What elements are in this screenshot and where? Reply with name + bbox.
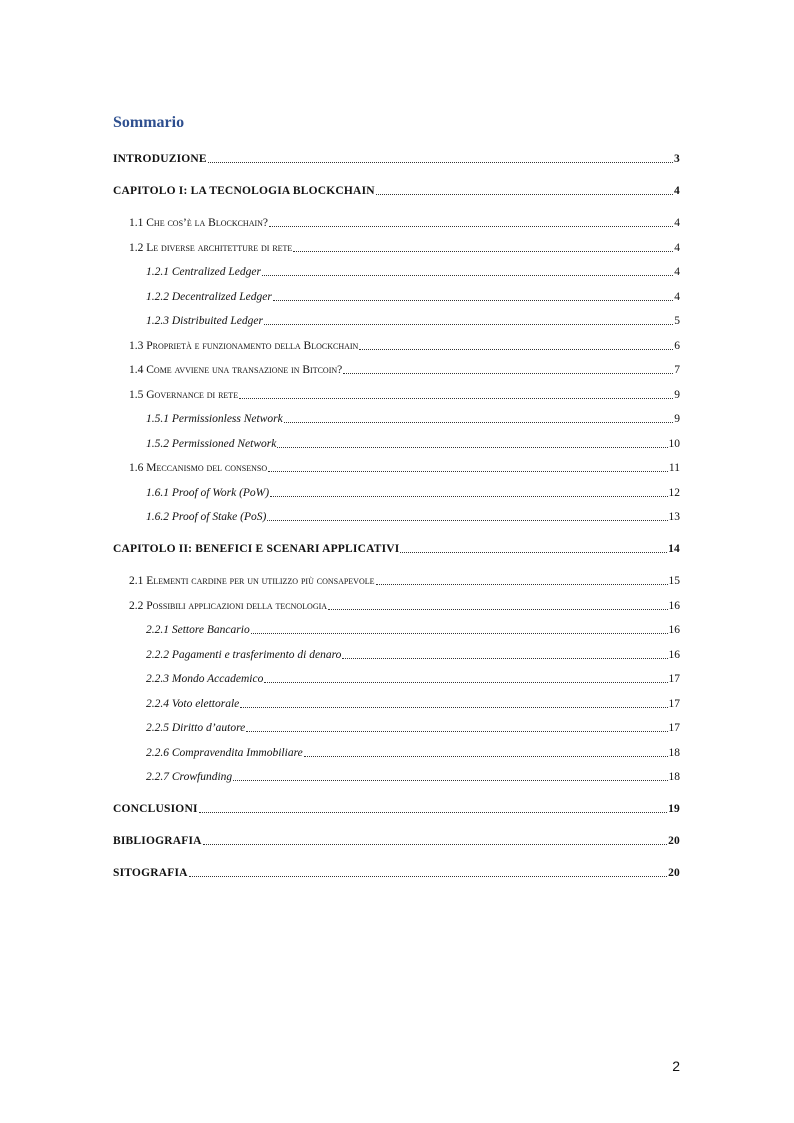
toc-dot-leader bbox=[270, 496, 667, 497]
toc-entry-title: 1.5.2 Permissioned Network bbox=[146, 438, 277, 450]
toc-entry[interactable] bbox=[129, 574, 680, 588]
toc-dot-leader bbox=[233, 780, 667, 781]
toc-entry[interactable] bbox=[129, 599, 680, 613]
toc-entry-title: 2.2.6 Compravendita Immobiliare bbox=[146, 747, 303, 759]
toc-dot-leader bbox=[328, 609, 667, 610]
toc-entry-title: CAPITOLO II: BENEFICI E SCENARI APPLICATIVI bbox=[113, 543, 400, 555]
toc-entry-page: 9 bbox=[674, 413, 680, 425]
toc-entry[interactable] bbox=[146, 510, 680, 524]
toc-entry[interactable] bbox=[146, 290, 680, 304]
toc-entry-title: 1.2.3 Distribuited Ledger bbox=[146, 315, 263, 327]
toc-dot-leader bbox=[269, 226, 673, 227]
toc-entry[interactable] bbox=[146, 672, 680, 686]
toc-entry-title: 1.6 Meccanismo del consenso bbox=[129, 462, 268, 474]
toc-dot-leader bbox=[264, 682, 667, 683]
toc-entry-title: 1.6.1 Proof of Work (PoW) bbox=[146, 487, 270, 499]
toc-entry-page: 16 bbox=[668, 649, 680, 661]
toc-entry[interactable] bbox=[129, 216, 680, 230]
toc-entry-page: 20 bbox=[668, 867, 680, 879]
toc-entry[interactable] bbox=[146, 486, 680, 500]
toc-entry[interactable] bbox=[146, 265, 680, 279]
toc-dot-leader bbox=[343, 373, 673, 374]
toc-entry[interactable] bbox=[113, 152, 680, 166]
toc-dot-leader bbox=[262, 275, 673, 276]
toc-entry-page: 15 bbox=[668, 575, 680, 587]
toc-entry-page: 4 bbox=[674, 266, 680, 278]
toc-entry-page: 10 bbox=[668, 438, 680, 450]
toc-dot-leader bbox=[400, 552, 667, 553]
toc-entry-page: 4 bbox=[674, 291, 680, 303]
toc-entry[interactable] bbox=[113, 184, 680, 198]
toc-entry-page: 4 bbox=[674, 217, 680, 229]
toc-entry-title: 2.2.1 Settore Bancario bbox=[146, 624, 250, 636]
toc-dot-leader bbox=[203, 844, 667, 845]
toc-entry[interactable] bbox=[146, 623, 680, 637]
toc-dot-leader bbox=[277, 447, 667, 448]
toc-entry[interactable] bbox=[113, 866, 680, 880]
toc-entry-title: BIBLIOGRAFIA bbox=[113, 835, 202, 847]
toc-entry-page: 4 bbox=[674, 242, 680, 254]
toc-entry[interactable] bbox=[129, 461, 680, 475]
toc-entry[interactable] bbox=[146, 746, 680, 760]
page-number: 2 bbox=[672, 1058, 680, 1074]
toc-entry[interactable] bbox=[129, 388, 680, 402]
toc-entry[interactable] bbox=[146, 412, 680, 426]
toc-entry-page: 9 bbox=[674, 389, 680, 401]
toc-entry[interactable] bbox=[146, 314, 680, 328]
toc-entry[interactable] bbox=[113, 802, 680, 816]
toc-entry-page: 18 bbox=[668, 747, 680, 759]
toc-entry-title: 1.6.2 Proof of Stake (PoS) bbox=[146, 511, 267, 523]
toc-entry-title: 1.2.1 Centralized Ledger bbox=[146, 266, 261, 278]
toc-entry-page: 20 bbox=[668, 835, 680, 847]
toc-entry-title: 1.3 Proprietà e funzionamento della Blockchain bbox=[129, 340, 359, 352]
toc-entry-page: 16 bbox=[668, 624, 680, 636]
toc-dot-leader bbox=[268, 471, 668, 472]
toc-dot-leader bbox=[189, 876, 667, 877]
toc-dot-leader bbox=[376, 194, 673, 195]
toc-dot-leader bbox=[376, 584, 668, 585]
toc-dot-leader bbox=[264, 324, 673, 325]
toc-entry-title: 2.2.3 Mondo Accademico bbox=[146, 673, 264, 685]
toc-entry[interactable] bbox=[146, 697, 680, 711]
toc-entry[interactable] bbox=[146, 721, 680, 735]
toc-entry-title: 1.4 Come avviene una transazione in Bitcoin? bbox=[129, 364, 343, 376]
toc-entry-title: 2.2.7 Crowfunding bbox=[146, 771, 233, 783]
toc-entry[interactable] bbox=[146, 648, 680, 662]
toc-dot-leader bbox=[240, 707, 667, 708]
toc-entry-title: CAPITOLO I: LA TECNOLOGIA BLOCKCHAIN bbox=[113, 185, 375, 197]
toc-entry-page: 12 bbox=[668, 487, 680, 499]
toc-entry-title: 2.2 Possibili applicazioni della tecnologia bbox=[129, 600, 328, 612]
toc-heading: Sommario bbox=[113, 114, 185, 131]
toc-entry[interactable] bbox=[113, 834, 680, 848]
toc-entry-title: 1.5.1 Permissionless Network bbox=[146, 413, 283, 425]
toc-dot-leader bbox=[239, 398, 673, 399]
toc-entry-title: CONCLUSIONI bbox=[113, 803, 198, 815]
toc-dot-leader bbox=[199, 812, 667, 813]
toc-entry-page: 3 bbox=[674, 153, 680, 165]
toc-entry-page: 5 bbox=[674, 315, 680, 327]
toc-entry-title: SITOGRAFIA bbox=[113, 867, 188, 879]
toc-entry-page: 14 bbox=[668, 543, 680, 555]
toc-entry-title: 2.2.5 Diritto d’autore bbox=[146, 722, 246, 734]
toc-entry[interactable] bbox=[146, 770, 680, 784]
toc-entry-title: 1.5 Governance di rete bbox=[129, 389, 239, 401]
toc-entry[interactable] bbox=[146, 437, 680, 451]
toc-entry-page: 18 bbox=[668, 771, 680, 783]
toc-entry[interactable] bbox=[129, 241, 680, 255]
toc-dot-leader bbox=[251, 633, 668, 634]
toc-entry-page: 17 bbox=[668, 722, 680, 734]
toc-entry-title: INTRODUZIONE bbox=[113, 153, 207, 165]
toc-entry-page: 11 bbox=[668, 462, 680, 474]
toc-entry-page: 6 bbox=[674, 340, 680, 352]
toc-entry-title: 1.2.2 Decentralized Ledger bbox=[146, 291, 272, 303]
toc-dot-leader bbox=[284, 422, 674, 423]
toc-dot-leader bbox=[304, 756, 668, 757]
toc-entry-page: 7 bbox=[674, 364, 680, 376]
toc-entry-title: 1.1 Che cos’è la Blockchain? bbox=[129, 217, 269, 229]
toc-entry-page: 4 bbox=[674, 185, 680, 197]
toc-dot-leader bbox=[246, 731, 667, 732]
toc-entry[interactable] bbox=[129, 339, 680, 353]
toc-entry-page: 17 bbox=[668, 673, 680, 685]
toc-dot-leader bbox=[293, 251, 673, 252]
toc-dot-leader bbox=[208, 162, 673, 163]
toc-entry-title: 2.2.4 Voto elettorale bbox=[146, 698, 240, 710]
toc-entry[interactable] bbox=[113, 542, 680, 556]
toc-entry-title: 2.1 Elementi cardine per un utilizzo più consapevole bbox=[129, 575, 375, 587]
toc-entry-page: 13 bbox=[668, 511, 680, 523]
toc-dot-leader bbox=[342, 658, 667, 659]
toc-entry-title: 2.2.2 Pagamenti e trasferimento di denaro bbox=[146, 649, 342, 661]
toc-entry-title: 1.2 Le diverse architetture di rete bbox=[129, 242, 293, 254]
toc-entry[interactable] bbox=[129, 363, 680, 377]
toc-entry-page: 16 bbox=[668, 600, 680, 612]
toc-entry-page: 19 bbox=[668, 803, 680, 815]
toc-dot-leader bbox=[267, 520, 667, 521]
toc-entry-page: 17 bbox=[668, 698, 680, 710]
toc-dot-leader bbox=[273, 300, 673, 301]
toc-dot-leader bbox=[359, 349, 673, 350]
